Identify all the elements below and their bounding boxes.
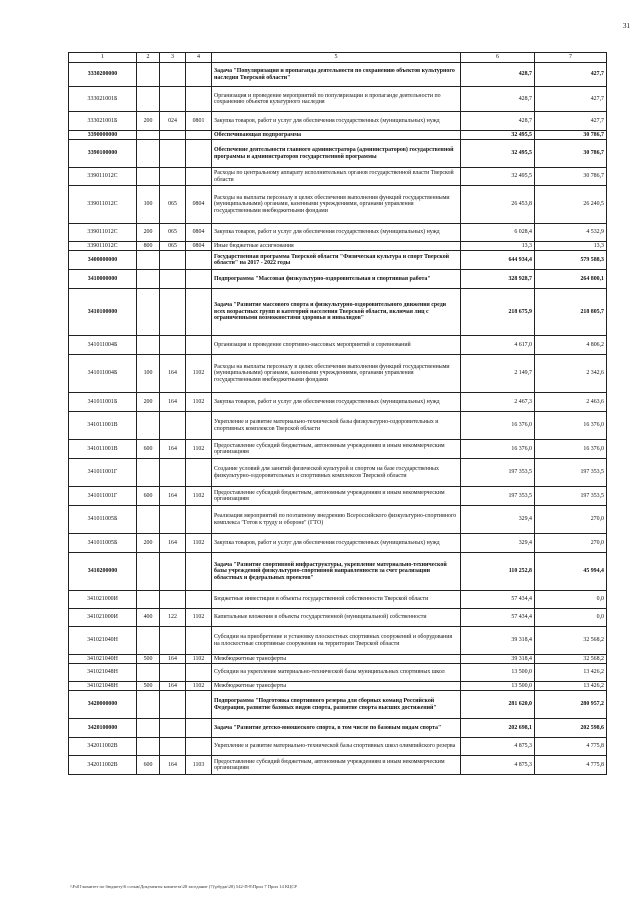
row-value-2019-cell: 280 957,2 (535, 691, 607, 719)
table-row (69, 63, 607, 87)
row-value-2019-cell: 32 568,2 (535, 627, 607, 655)
table-row (69, 719, 607, 738)
header-cell: 4 (186, 53, 212, 63)
row-col2-cell: 100 (137, 355, 160, 393)
row-description-cell: Организация и проведение мероприятий по популяризации и пропаганде деятельности по сохранению объектов культурного наследия (212, 87, 461, 112)
row-col4-cell (186, 506, 212, 534)
table-row (69, 506, 607, 534)
row-value-2018-cell: 26 453,8 (461, 186, 535, 224)
row-code-cell: 341011001Г (69, 459, 137, 487)
row-code-cell: 342011002В (69, 738, 137, 756)
row-code-cell: 341011004Б (69, 336, 137, 355)
row-code-cell: 3420000000 (69, 691, 137, 719)
row-col2-cell (137, 289, 160, 336)
table-row (69, 487, 607, 506)
row-col3-cell (160, 336, 186, 355)
row-col3-cell (160, 412, 186, 440)
row-description-cell: Задача "Популяризация и пропаганда деятельности по сохранению объектов культурного наследия Тверской области" (212, 63, 461, 87)
row-col3-cell: 065 (160, 242, 186, 251)
row-col3-cell (160, 168, 186, 186)
row-col2-cell (137, 336, 160, 355)
row-description-cell: Задача "Развитие детско-юношеского спорта, в том числе по базовым видам спорта" (212, 719, 461, 738)
row-value-2019-cell: 13 426,2 (535, 664, 607, 682)
row-code-cell: 3400000000 (69, 251, 137, 270)
row-col4-cell (186, 336, 212, 355)
row-code-cell: 3330200000 (69, 63, 137, 87)
row-code-cell: 341011001В (69, 440, 137, 459)
row-col4-cell (186, 131, 212, 140)
row-value-2018-cell: 32 495,5 (461, 131, 535, 140)
row-value-2019-cell: 4 806,2 (535, 336, 607, 355)
row-value-2018-cell: 13,3 (461, 242, 535, 251)
row-value-2018-cell: 57 434,4 (461, 609, 535, 627)
row-code-cell: 339011012С (69, 242, 137, 251)
table-row (69, 440, 607, 459)
row-description-cell: Предоставление субсидий бюджетным, автономным учреждениям и иным некоммерческим организациям (212, 756, 461, 775)
row-value-2019-cell: 579 588,3 (535, 251, 607, 270)
row-value-2019-cell: 4 775,8 (535, 738, 607, 756)
row-description-cell: Обеспечение деятельности главного администратора (администраторов) государственной программы и администраторов государственной программы (212, 140, 461, 168)
row-description-cell: Предоставление субсидий бюджетным, автономным учреждениям и иным некоммерческим организациям (212, 487, 461, 506)
table-row (69, 664, 607, 682)
row-col4-cell (186, 63, 212, 87)
row-code-cell: 3410200000 (69, 553, 137, 591)
table-row (69, 591, 607, 609)
row-value-2019-cell: 270,0 (535, 506, 607, 534)
row-col3-cell (160, 738, 186, 756)
row-col4-cell (186, 627, 212, 655)
row-col4-cell (186, 719, 212, 738)
row-code-cell: 341011005Б (69, 506, 137, 534)
row-value-2019-cell: 16 376,0 (535, 440, 607, 459)
row-col4-cell: 0801 (186, 112, 212, 131)
row-col2-cell (137, 627, 160, 655)
row-col2-cell (137, 691, 160, 719)
table-row (69, 140, 607, 168)
row-description-cell: Закупка товаров, работ и услуг для обеспечения государственных (муниципальных) нужд (212, 224, 461, 242)
row-col4-cell (186, 168, 212, 186)
table-row (69, 251, 607, 270)
row-description-cell: Межбюджетные трансферты (212, 655, 461, 664)
row-value-2019-cell: 197 353,5 (535, 487, 607, 506)
row-description-cell: Межбюджетные трансферты (212, 682, 461, 691)
row-code-cell: 341011001Г (69, 487, 137, 506)
row-code-cell: 3410100000 (69, 289, 137, 336)
row-value-2018-cell: 218 675,9 (461, 289, 535, 336)
table-row (69, 270, 607, 289)
budget-table (68, 52, 607, 775)
table-row (69, 459, 607, 487)
row-col3-cell (160, 270, 186, 289)
row-col2-cell (137, 140, 160, 168)
row-value-2019-cell: 30 786,7 (535, 168, 607, 186)
row-value-2019-cell: 2 342,6 (535, 355, 607, 393)
row-description-cell: Подпрограмма "Массовая физкультурно-оздоровительная и спортивная работа" (212, 270, 461, 289)
row-col3-cell (160, 627, 186, 655)
row-value-2018-cell: 428,7 (461, 87, 535, 112)
row-col2-cell (137, 591, 160, 609)
row-col4-cell (186, 459, 212, 487)
row-col3-cell: 164 (160, 756, 186, 775)
row-col3-cell (160, 251, 186, 270)
row-value-2019-cell: 30 786,7 (535, 131, 607, 140)
row-col3-cell: 122 (160, 609, 186, 627)
row-description-cell: Расходы на выплаты персоналу в целях обеспечения выполнения функций государственными (муниципальными) органами, казенными учреждениями, органами управления государственными внебюджетными фондами (212, 355, 461, 393)
row-col2-cell: 600 (137, 487, 160, 506)
row-code-cell: 333021001Б (69, 112, 137, 131)
row-value-2018-cell: 32 495,5 (461, 168, 535, 186)
row-col2-cell (137, 87, 160, 112)
row-code-cell: 3390000000 (69, 131, 137, 140)
row-description-cell: Иные бюджетные ассигнования (212, 242, 461, 251)
row-value-2019-cell: 13 426,2 (535, 682, 607, 691)
table-row (69, 412, 607, 440)
row-col3-cell: 164 (160, 440, 186, 459)
row-value-2019-cell: 45 994,4 (535, 553, 607, 591)
row-col3-cell (160, 506, 186, 534)
row-value-2018-cell: 4 617,0 (461, 336, 535, 355)
row-col4-cell (186, 412, 212, 440)
table-row (69, 289, 607, 336)
row-value-2018-cell: 428,7 (461, 112, 535, 131)
row-code-cell: 341011001В (69, 412, 137, 440)
row-value-2019-cell: 26 240,5 (535, 186, 607, 224)
row-col4-cell (186, 591, 212, 609)
row-code-cell: 341021040Н (69, 655, 137, 664)
row-col3-cell (160, 289, 186, 336)
row-col3-cell: 164 (160, 393, 186, 412)
table-row (69, 738, 607, 756)
row-value-2018-cell: 328 928,7 (461, 270, 535, 289)
table-row (69, 112, 607, 131)
row-value-2019-cell: 218 805,7 (535, 289, 607, 336)
row-col2-cell (137, 168, 160, 186)
row-col4-cell: 1102 (186, 355, 212, 393)
row-value-2018-cell: 57 434,4 (461, 591, 535, 609)
row-value-2019-cell: 202 598,6 (535, 719, 607, 738)
row-value-2019-cell: 4 775,8 (535, 756, 607, 775)
row-description-cell: Государственная программа Тверской области "Физическая культура и спорт Тверской области" на 2017 - 2022 годы (212, 251, 461, 270)
row-col3-cell (160, 131, 186, 140)
table-row (69, 336, 607, 355)
row-col3-cell: 164 (160, 534, 186, 553)
row-col4-cell (186, 664, 212, 682)
table-row (69, 224, 607, 242)
row-code-cell: 341021048Н (69, 682, 137, 691)
row-value-2019-cell: 13,3 (535, 242, 607, 251)
row-value-2018-cell: 13 500,0 (461, 664, 535, 682)
row-code-cell: 3420100000 (69, 719, 137, 738)
row-col3-cell (160, 553, 186, 591)
row-col3-cell: 065 (160, 186, 186, 224)
row-code-cell: 339011012С (69, 186, 137, 224)
header-cell: 5 (212, 53, 461, 63)
row-description-cell: Капитальные вложения в объекты государственной (муниципальной) собственности (212, 609, 461, 627)
header-cell: 2 (137, 53, 160, 63)
table-row (69, 87, 607, 112)
header-cell: 7 (535, 53, 607, 63)
row-col2-cell (137, 719, 160, 738)
table-row (69, 393, 607, 412)
row-value-2019-cell: 427,7 (535, 87, 607, 112)
row-description-cell: Задача "Развитие спортивной инфраструктуры, укрепление материально-технической базы учреждений физкультурно-спортивной направленности за счет реализации областных и федеральных проектов" (212, 553, 461, 591)
row-value-2019-cell: 2 463,6 (535, 393, 607, 412)
row-col2-cell: 600 (137, 756, 160, 775)
table-row (69, 534, 607, 553)
row-col2-cell: 600 (137, 440, 160, 459)
row-code-cell: 3390100000 (69, 140, 137, 168)
row-col2-cell (137, 270, 160, 289)
row-description-cell: Закупка товаров, работ и услуг для обеспечения государственных (муниципальных) нужд (212, 112, 461, 131)
row-value-2018-cell: 197 353,5 (461, 459, 535, 487)
row-col2-cell: 200 (137, 224, 160, 242)
row-code-cell: 341011001Б (69, 393, 137, 412)
row-value-2019-cell: 30 786,7 (535, 140, 607, 168)
row-code-cell: 3410000000 (69, 270, 137, 289)
row-col2-cell: 500 (137, 655, 160, 664)
row-description-cell: Реализация мероприятий по поэтапному внедрению Всероссийского физкультурно-спортивного комплекса "Готов к труду и обороне" (ГТО) (212, 506, 461, 534)
row-col2-cell (137, 553, 160, 591)
row-col4-cell (186, 87, 212, 112)
row-value-2018-cell: 16 376,0 (461, 412, 535, 440)
header-cell: 1 (69, 53, 137, 63)
row-description-cell: Обеспечивающая подпрограмма (212, 131, 461, 140)
table-row (69, 682, 607, 691)
row-value-2018-cell: 110 252,8 (461, 553, 535, 591)
table-row (69, 355, 607, 393)
row-description-cell: Предоставление субсидий бюджетным, автономным учреждениям и иным некоммерческим организациям (212, 440, 461, 459)
row-value-2019-cell: 0,0 (535, 609, 607, 627)
row-code-cell: 333021001Б (69, 87, 137, 112)
row-col2-cell (137, 251, 160, 270)
row-col3-cell: 164 (160, 355, 186, 393)
row-description-cell: Укрепление и развитие материально-технической базы физкультурно-оздоровительных и спортивных комплексов Тверской области (212, 412, 461, 440)
row-code-cell: 339011012С (69, 224, 137, 242)
row-value-2018-cell: 4 875,3 (461, 738, 535, 756)
row-value-2018-cell: 39 318,4 (461, 655, 535, 664)
row-col3-cell: 164 (160, 655, 186, 664)
row-code-cell: 341021000И (69, 591, 137, 609)
row-value-2018-cell: 2 467,3 (461, 393, 535, 412)
row-col4-cell (186, 738, 212, 756)
table-row (69, 186, 607, 224)
row-value-2019-cell: 4 532,9 (535, 224, 607, 242)
row-col4-cell (186, 289, 212, 336)
row-value-2018-cell: 197 353,5 (461, 487, 535, 506)
row-description-cell: Расходы по центральному аппарату исполнительных органов государственной власти Тверской области (212, 168, 461, 186)
row-col4-cell (186, 553, 212, 591)
table-header-row (69, 53, 607, 63)
row-col4-cell (186, 251, 212, 270)
row-col2-cell (137, 131, 160, 140)
row-col4-cell: 1102 (186, 682, 212, 691)
row-col3-cell: 065 (160, 224, 186, 242)
row-value-2018-cell: 428,7 (461, 63, 535, 87)
row-col4-cell: 1102 (186, 487, 212, 506)
row-col2-cell (137, 738, 160, 756)
row-value-2019-cell: 16 376,0 (535, 412, 607, 440)
row-value-2019-cell: 427,7 (535, 63, 607, 87)
row-code-cell: 341021000И (69, 609, 137, 627)
row-col2-cell: 200 (137, 534, 160, 553)
row-col2-cell: 400 (137, 609, 160, 627)
row-value-2018-cell: 329,4 (461, 506, 535, 534)
row-value-2019-cell: 427,7 (535, 112, 607, 131)
row-col4-cell: 0804 (186, 224, 212, 242)
row-description-cell: Подпрограмма "Подготовка спортивного резерва для сборных команд Российской Федерации, развитие базовых видов спорта, развитие спорта высших достижений" (212, 691, 461, 719)
table-row (69, 655, 607, 664)
header-cell: 6 (461, 53, 535, 63)
row-code-cell: 342011002В (69, 756, 137, 775)
row-description-cell: Закупка товаров, работ и услуг для обеспечения государственных (муниципальных) нужд (212, 393, 461, 412)
row-code-cell: 341011005Б (69, 534, 137, 553)
row-col3-cell (160, 664, 186, 682)
row-code-cell: 339011012С (69, 168, 137, 186)
row-code-cell: 341011004Б (69, 355, 137, 393)
row-description-cell: Субсидии на укрепление материально-технической базы муниципальных спортивных школ (212, 664, 461, 682)
row-value-2018-cell: 2 149,7 (461, 355, 535, 393)
row-description-cell: Организация и проведение спортивно-массовых мероприятий и соревнований (212, 336, 461, 355)
row-value-2019-cell: 0,0 (535, 591, 607, 609)
row-col4-cell: 1103 (186, 756, 212, 775)
row-value-2018-cell: 644 934,4 (461, 251, 535, 270)
row-description-cell: Задача "Развитие массового спорта и физкультурно-оздоровительного движения среди всех возрастных групп и категорий населения Тверской области, включая лиц с ограниченными возможностями здоровья и инвалидов" (212, 289, 461, 336)
row-code-cell: 341021040Н (69, 627, 137, 655)
row-col3-cell (160, 87, 186, 112)
row-col2-cell: 500 (137, 682, 160, 691)
row-col4-cell: 1102 (186, 534, 212, 553)
row-col2-cell (137, 63, 160, 87)
row-col2-cell (137, 459, 160, 487)
row-value-2019-cell: 197 353,5 (535, 459, 607, 487)
row-col2-cell (137, 506, 160, 534)
row-value-2018-cell: 32 495,5 (461, 140, 535, 168)
file-path-footer: \\Fs01\комитет по бюджету\6 созыв\Документы комитета\28 заседание (7)\рбудж\28) 542-П-8\Прил 7 Прил 14 КЦСР (70, 884, 297, 889)
row-col2-cell: 800 (137, 242, 160, 251)
row-description-cell: Создание условий для занятий физической культурой и спортом на базе государственных физкультурно-оздоровительных и спортивных комплексов Тверской области (212, 459, 461, 487)
row-col4-cell: 1102 (186, 393, 212, 412)
row-col3-cell: 164 (160, 487, 186, 506)
row-description-cell: Укрепление и развитие материально-технической базы спортивных школ олимпийского резерва (212, 738, 461, 756)
row-col4-cell: 0804 (186, 242, 212, 251)
row-col3-cell (160, 63, 186, 87)
header-cell: 3 (160, 53, 186, 63)
row-value-2018-cell: 281 620,0 (461, 691, 535, 719)
row-col3-cell (160, 459, 186, 487)
row-col2-cell: 200 (137, 112, 160, 131)
row-col4-cell (186, 140, 212, 168)
table-row (69, 242, 607, 251)
row-value-2019-cell: 270,0 (535, 534, 607, 553)
row-col3-cell (160, 719, 186, 738)
row-col4-cell: 1102 (186, 609, 212, 627)
table-body (69, 63, 607, 775)
row-col2-cell: 200 (137, 393, 160, 412)
row-value-2018-cell: 13 500,0 (461, 682, 535, 691)
table-row (69, 691, 607, 719)
row-col3-cell: 024 (160, 112, 186, 131)
row-value-2018-cell: 16 376,0 (461, 440, 535, 459)
row-col4-cell (186, 691, 212, 719)
row-description-cell: Субсидии на приобретение и установку плоскостных спортивных сооружений и оборудования на плоскостные спортивные сооружения на территории Тверской области (212, 627, 461, 655)
table-row (69, 756, 607, 775)
row-code-cell: 341021048Н (69, 664, 137, 682)
table-row (69, 168, 607, 186)
row-col3-cell (160, 691, 186, 719)
row-col4-cell (186, 270, 212, 289)
row-col2-cell: 100 (137, 186, 160, 224)
row-col3-cell (160, 591, 186, 609)
row-description-cell: Расходы на выплаты персоналу в целях обеспечения выполнения функций государственными (муниципальными) органами, казенными учреждениями, органами управления государственными внебюджетными фондами (212, 186, 461, 224)
row-value-2019-cell: 32 568,2 (535, 655, 607, 664)
row-value-2018-cell: 4 875,3 (461, 756, 535, 775)
row-description-cell: Закупка товаров, работ и услуг для обеспечения государственных (муниципальных) нужд (212, 534, 461, 553)
row-value-2018-cell: 6 028,4 (461, 224, 535, 242)
table-row (69, 131, 607, 140)
row-value-2018-cell: 329,4 (461, 534, 535, 553)
table-row (69, 553, 607, 591)
row-value-2018-cell: 202 698,1 (461, 719, 535, 738)
row-col3-cell: 164 (160, 682, 186, 691)
row-col4-cell: 1102 (186, 440, 212, 459)
row-col2-cell (137, 664, 160, 682)
row-description-cell: Бюджетные инвестиции в объекты государственной собственности Тверской области (212, 591, 461, 609)
row-value-2018-cell: 39 318,4 (461, 627, 535, 655)
row-col2-cell (137, 412, 160, 440)
table-row (69, 609, 607, 627)
row-col4-cell: 0804 (186, 186, 212, 224)
page-number: 31 (623, 22, 630, 30)
table-row (69, 627, 607, 655)
row-col4-cell: 1102 (186, 655, 212, 664)
row-col3-cell (160, 140, 186, 168)
row-value-2019-cell: 264 800,1 (535, 270, 607, 289)
